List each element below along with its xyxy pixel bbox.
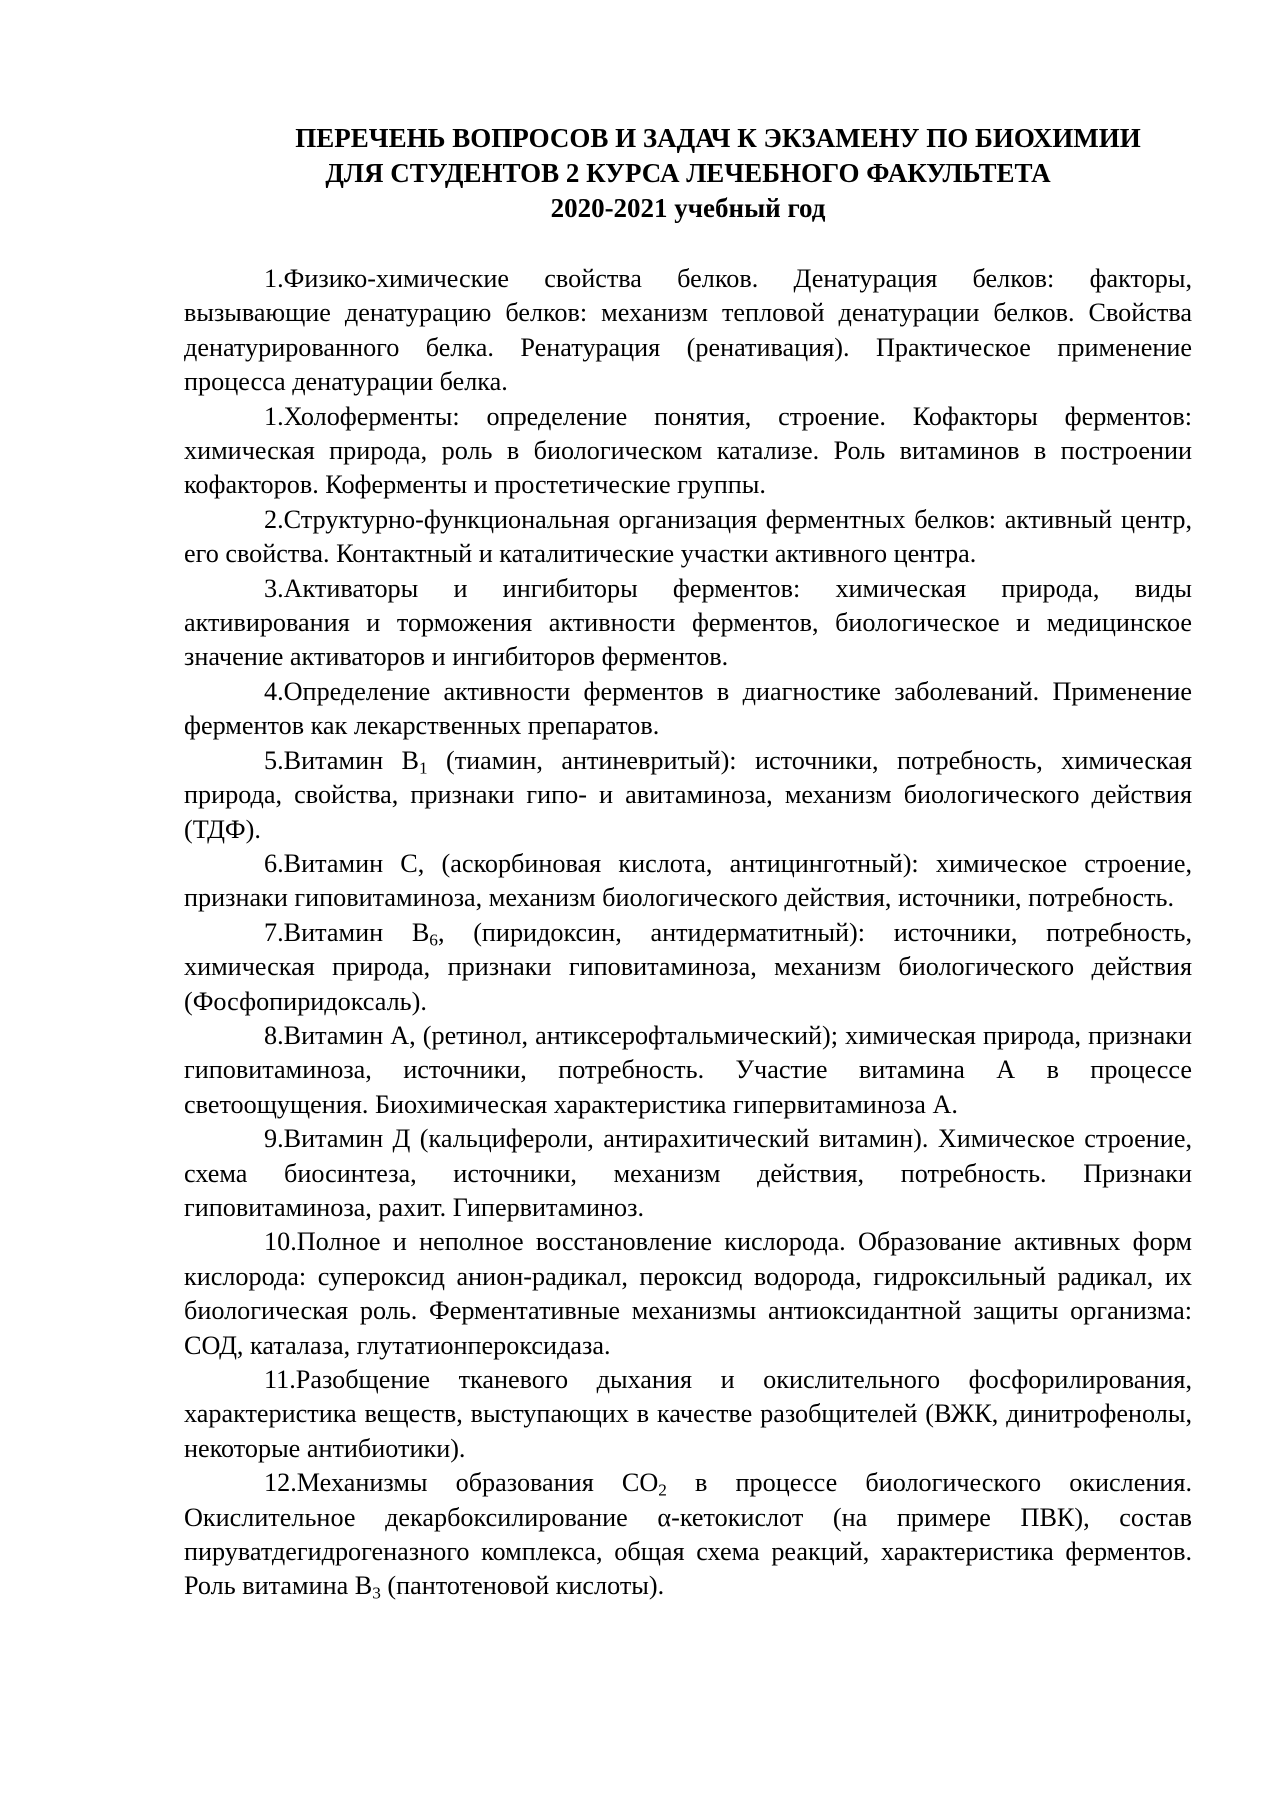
question-item — [184, 1466, 1192, 1604]
question-item — [184, 744, 1192, 847]
title-line-3: 2020-2021 учебный год — [550, 193, 826, 223]
title-line-1: ПЕРЕЧЕНЬ ВОПРОСОВ И ЗАДАЧ К ЭКЗАМЕНУ ПО БИОХИМИИ — [295, 123, 1141, 153]
question-list — [184, 262, 1192, 1604]
question-item — [184, 400, 1192, 503]
subscript: 1 — [418, 758, 428, 777]
question-text: Активаторы и ингибиторы ферментов: химическая природа, виды активирования и торможения активности ферментов, биологическое и медицинское значение активаторов и ингибиторов ферментов. — [184, 573, 1192, 672]
question-number: 12. — [264, 1468, 297, 1498]
question-item — [184, 847, 1192, 916]
question-number: 3. — [264, 573, 284, 603]
question-number: 8. — [264, 1020, 284, 1050]
question-text-part: Витамин В — [283, 917, 430, 947]
question-text-part: в процессе биологического окисления. Окислительное декарбоксилирование α-кетокислот (на примере ПВК), состав пируватдегидрогеназного комплекса, общая схема реакций, характеристика ферментов. Роль витамина В — [184, 1468, 1192, 1601]
question-number: 4. — [264, 676, 284, 706]
question-number: 10. — [264, 1227, 297, 1257]
question-item — [184, 1122, 1192, 1225]
question-number: 6. — [264, 848, 284, 878]
question-text-part: Механизмы образования СО — [296, 1468, 659, 1498]
question-text: Витамин А, (ретинол, антиксерофтальмический); химическая природа, признаки гиповитаминоза, источники, потребность. Участие витамина А в процессе светоощущения. Биохимическая характеристика гипервитаминоза А. — [184, 1020, 1192, 1119]
question-item — [184, 1363, 1192, 1466]
question-item — [184, 503, 1192, 572]
question-item — [184, 1225, 1192, 1363]
document-page — [184, 121, 1192, 1604]
question-number: 7. — [264, 917, 284, 947]
question-item — [184, 675, 1192, 744]
title-line-2: ДЛЯ СТУДЕНТОВ 2 КУРСА ЛЕЧЕБНОГО ФАКУЛЬТЕТА — [325, 158, 1051, 188]
question-text: Разобщение тканевого дыхания и окислительного фосфорилирования, характеристика веществ, выступающих в качестве разобщителей (ВЖК, динитрофенолы, некоторые антибиотики). — [184, 1365, 1192, 1463]
question-text-part: (пантотеновой кислоты). — [380, 1571, 665, 1601]
question-text: Полное и неполное восстановление кислорода. Образование активных форм кислорода: супероксид анион-радикал, пероксид водорода, гидроксильный радикал, их биологическая роль. Ферментативные механизмы антиоксидантной защиты организма: СОД, каталаза, глутатионпероксидаза. — [184, 1227, 1192, 1360]
subscript: 2 — [658, 1480, 667, 1500]
question-text: Определение активности ферментов в диагностике заболеваний. Применение ферментов как лекарственных препаратов. — [184, 676, 1192, 741]
question-item — [184, 1019, 1192, 1122]
question-number: 1. — [264, 401, 284, 431]
question-text-part: Витамин В — [283, 745, 419, 775]
question-text-part: , (пиридоксин, антидерматитный): источники, потребность, химическая природа, признаки гиповитаминоза, механизм биологического действия (Фосфопиридоксаль). — [184, 917, 1193, 1016]
subscript: 6 — [429, 930, 438, 950]
question-text: Витамин Д (кальцифероли, антирахитический витамин). Химическое строение, схема биосинтеза, источники, механизм действия, потребность. Признаки гиповитаминоза, рахит. Гипервитаминоз. — [184, 1124, 1192, 1222]
question-number: 1. — [264, 264, 284, 293]
question-text: Витамин С, (аскорбиновая кислота, антицинготный): химическое строение, признаки гиповитаминоза, механизм биологического действия, источники, потребность. — [184, 848, 1192, 913]
question-number: 5. — [264, 745, 284, 775]
question-text-part: (тиамин, антиневритый): источники, потребность, химическая природа, свойства, признаки гипо- и авитаминоза, механизм биологического действия (ТДФ). — [184, 745, 1192, 844]
question-text: Структурно-функциональная организация ферментных белков: активный центр, его свойства. Контактный и каталитические участки активного центра. — [184, 504, 1192, 569]
document-title — [184, 121, 1192, 226]
question-item — [184, 262, 1192, 400]
question-item — [184, 916, 1192, 1019]
question-text: Физико-химические свойства белков. Денатурация белков: факторы, вызывающие денатурацию белков: механизм тепловой денатурации белков. Свойства денатурированного белка. Ренатурация (ренативация). Практическое применение процесса денатурации белка. — [184, 264, 1192, 397]
subscript: 3 — [372, 1583, 381, 1603]
question-number: 2. — [264, 504, 284, 534]
question-text: Холоферменты: определение понятия, строение. Кофакторы ферментов: химическая природа, роль в биологическом катализе. Роль витаминов в построении кофакторов. Коферменты и простетические группы. — [184, 401, 1192, 500]
question-number: 11. — [264, 1365, 296, 1394]
question-number: 9. — [264, 1124, 284, 1154]
question-item — [184, 572, 1192, 675]
